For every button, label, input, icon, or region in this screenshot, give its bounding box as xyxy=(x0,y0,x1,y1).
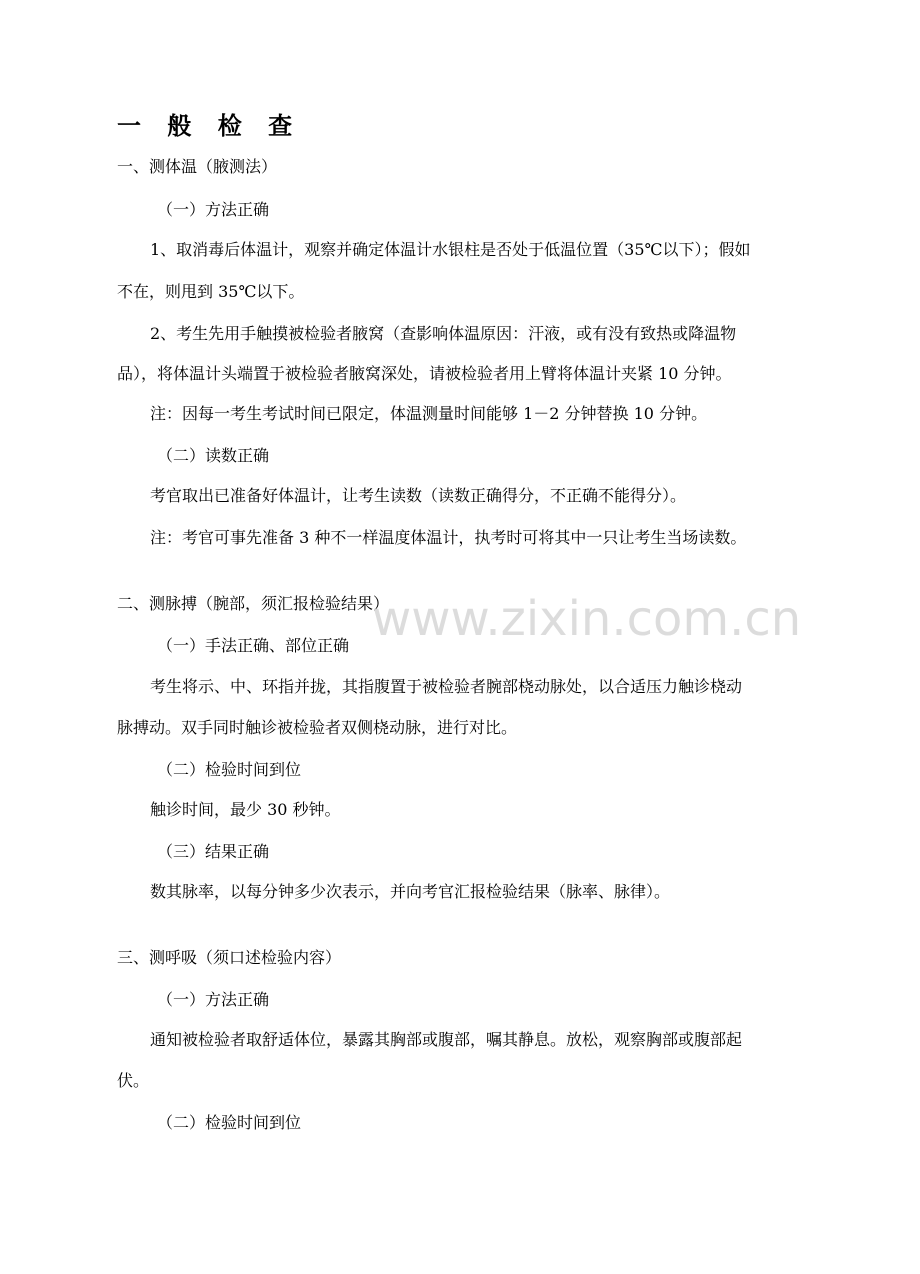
subsection-heading-method: （一）方法正确 xyxy=(157,200,270,219)
paragraph-line: 不在，则甩到 35℃以下。 xyxy=(117,282,305,301)
paragraph-line: 伏。 xyxy=(117,1071,150,1090)
paragraph-line: 2、考生先用手触摸被检验者腋窝（查影响体温原因：汗液，或有没有致热或降温物 xyxy=(150,324,737,343)
subsection-heading-reading: （二）读数正确 xyxy=(157,446,270,465)
section-heading-pulse: 二、测脉搏（腕部，须汇报检验结果） xyxy=(117,594,390,613)
paragraph-line: 脉搏动。双手同时触诊被检验者双侧桡动脉，进行对比。 xyxy=(117,718,518,737)
paragraph-line: 考官取出已准备好体温计，让考生读数（读数正确得分，不正确不能得分）。 xyxy=(150,486,687,505)
paragraph-line: 通知被检验者取舒适体位，暴露其胸部或腹部，嘱其静息。放松，观察胸部或腹部起 xyxy=(150,1030,743,1049)
subsection-heading-duration: （二）检验时间到位 xyxy=(157,760,302,779)
watermark-text: www.zixin.com.cn xyxy=(372,591,802,647)
section-heading-respiration: 三、测呼吸（须口述检验内容） xyxy=(117,948,342,967)
subsection-heading-technique: （一）手法正确、部位正确 xyxy=(157,636,350,655)
note-line: 注：因每一考生考试时间已限定，体温测量时间能够 1－2 分钟替换 10 分钟。 xyxy=(150,404,708,423)
subsection-heading-method: （一）方法正确 xyxy=(157,990,270,1009)
document-title: 一 般 检 查 xyxy=(117,111,302,140)
subsection-heading-duration: （二）检验时间到位 xyxy=(157,1113,302,1132)
paragraph-line: 1、取消毒后体温计，观察并确定体温计水银柱是否处于低温位置（35℃以下）；假如 xyxy=(150,240,751,259)
paragraph-line: 品），将体温计头端置于被检验者腋窝深处，请被检验者用上臂将体温计夹紧 10 分钟。 xyxy=(117,364,732,383)
note-line: 注：考官可事先准备 3 种不一样温度体温计，执考时可将其中一只让考生当场读数。 xyxy=(150,528,747,547)
paragraph-line: 考生将示、中、环指并拢，其指腹置于被检验者腕部桡动脉处，以合适压力触诊桡动 xyxy=(150,677,743,696)
paragraph-line: 触诊时间，最少 30 秒钟。 xyxy=(150,800,341,819)
subsection-heading-result: （三）结果正确 xyxy=(157,842,270,861)
paragraph-line: 数其脉率，以每分钟多少次表示，并向考官汇报检验结果（脉率、脉律）。 xyxy=(150,882,671,901)
section-heading-temperature: 一、测体温（腋测法） xyxy=(117,157,278,176)
